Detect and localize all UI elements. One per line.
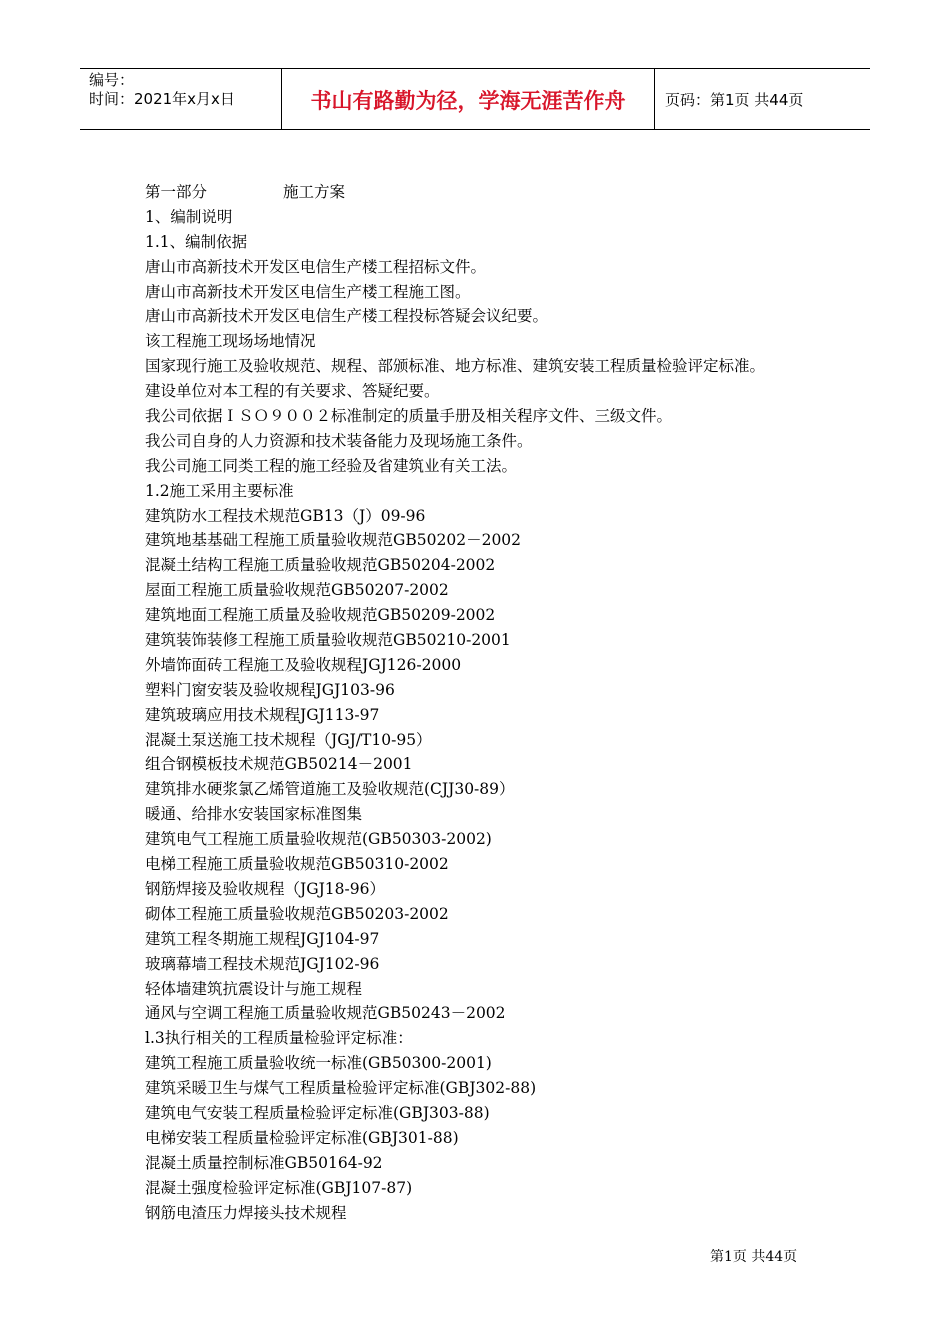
body-line: 唐山市高新技术开发区电信生产楼工程投标答疑会议纪要。 (145, 307, 549, 326)
body-line: 电梯安装工程质量检验评定标准(GBJ301-88) (145, 1128, 459, 1147)
body-line: 电梯工程施工质量验收规范GB50310-2002 (145, 855, 449, 874)
body-line: 暖通、给排水安装国家标准图集 (145, 805, 363, 824)
section-heading (145, 180, 825, 205)
body-line: 建筑地面工程施工质量及验收规范GB50209-2002 (145, 606, 496, 625)
body-line: l.3执行相关的工程质量检验评定标准： (145, 1029, 413, 1048)
header-page-info: 页码：第1页 共44页 (665, 90, 804, 109)
body-line: 塑料门窗安装及验收规程JGJ103-96 (145, 680, 395, 699)
body-line: 建筑工程施工质量验收统一标准(GB50300-2001) (145, 1054, 492, 1073)
body-line: 唐山市高新技术开发区电信生产楼工程施工图。 (145, 282, 471, 301)
section-part: 第一部分 (145, 183, 208, 201)
body-line: 混凝土泵送施工技术规程（JGJ/T10-95） (145, 730, 432, 749)
document-body (145, 180, 825, 1225)
body-line: 玻璃幕墙工程技术规范JGJ102-96 (145, 954, 380, 973)
document-time-label: 时间：2021年x月x日 (89, 90, 235, 108)
body-line: 我公司施工同类工程的施工经验及省建筑业有关工法。 (145, 456, 518, 475)
body-line: 唐山市高新技术开发区电信生产楼工程招标文件。 (145, 257, 487, 276)
header-meta (80, 69, 282, 129)
body-line: 屋面工程施工质量验收规范GB50207-2002 (145, 581, 449, 600)
body-line: 建设单位对本工程的有关要求、答疑纪要。 (145, 382, 440, 401)
body-line: 建筑电气工程施工质量验收规范(GB50303-2002) (145, 830, 492, 849)
body-lines (145, 205, 825, 1226)
body-line: 建筑装饰装修工程施工质量验收规范GB50210-2001 (145, 631, 511, 650)
body-line: 1.2施工采用主要标准 (145, 481, 294, 500)
page-header (80, 68, 870, 130)
body-line: 建筑采暖卫生与煤气工程质量检验评定标准(GBJ302-88) (145, 1079, 537, 1098)
body-line: 我公司自身的人力资源和技术装备能力及现场施工条件。 (145, 431, 533, 450)
body-line: 国家现行施工及验收规范、规程、部颁标准、地方标准、建筑安装工程质量检验评定标准。 (145, 357, 766, 376)
body-line: 混凝土强度检验评定标准(GBJ107-87) (145, 1178, 413, 1197)
body-line: 建筑工程冬期施工规程JGJ104-97 (145, 929, 380, 948)
body-line: 建筑排水硬浆氯乙烯管道施工及验收规范(CJJ30-89） (145, 780, 515, 799)
body-line: 建筑防水工程技术规范GB13（J）09-96 (145, 506, 426, 525)
body-line: 1、编制说明 (145, 207, 233, 226)
body-line: 该工程施工现场场地情况 (145, 332, 316, 351)
body-line: 建筑地基基础工程施工质量验收规范GB50202－2002 (145, 531, 522, 550)
section-title: 施工方案 (283, 183, 346, 201)
body-line: 砌体工程施工质量验收规范GB50203-2002 (145, 904, 449, 923)
body-line: 轻体墙建筑抗震设计与施工规程 (145, 979, 363, 998)
body-line: 混凝土结构工程施工质量验收规范GB50204-2002 (145, 556, 496, 575)
body-line: 组合钢模板技术规范GB50214－2001 (145, 755, 413, 774)
document-number-label: 编号： (89, 71, 135, 89)
page-footer: 第1页 共44页 (710, 1249, 798, 1265)
body-line: 钢筋电渣压力焊接头技术规程 (145, 1203, 347, 1222)
body-line: 通风与空调工程施工质量验收规范GB50243－2002 (145, 1004, 506, 1023)
body-line: 1.1、编制依据 (145, 232, 248, 251)
header-motto: 书山有路勤为径，学海无涯苦作舟 (282, 69, 655, 129)
body-line: 我公司依据ＩＳＯ９００２标准制定的质量手册及相关程序文件、三级文件。 (145, 407, 673, 426)
body-line: 建筑玻璃应用技术规程JGJ113-97 (145, 705, 380, 724)
body-line: 钢筋焊接及验收规程（JGJ18-96） (145, 879, 385, 898)
body-line: 建筑电气安装工程质量检验评定标准(GBJ303-88) (145, 1103, 490, 1122)
body-line: 外墙饰面砖工程施工及验收规程JGJ126-2000 (145, 655, 462, 674)
body-line: 混凝土质量控制标准GB50164-92 (145, 1153, 383, 1172)
